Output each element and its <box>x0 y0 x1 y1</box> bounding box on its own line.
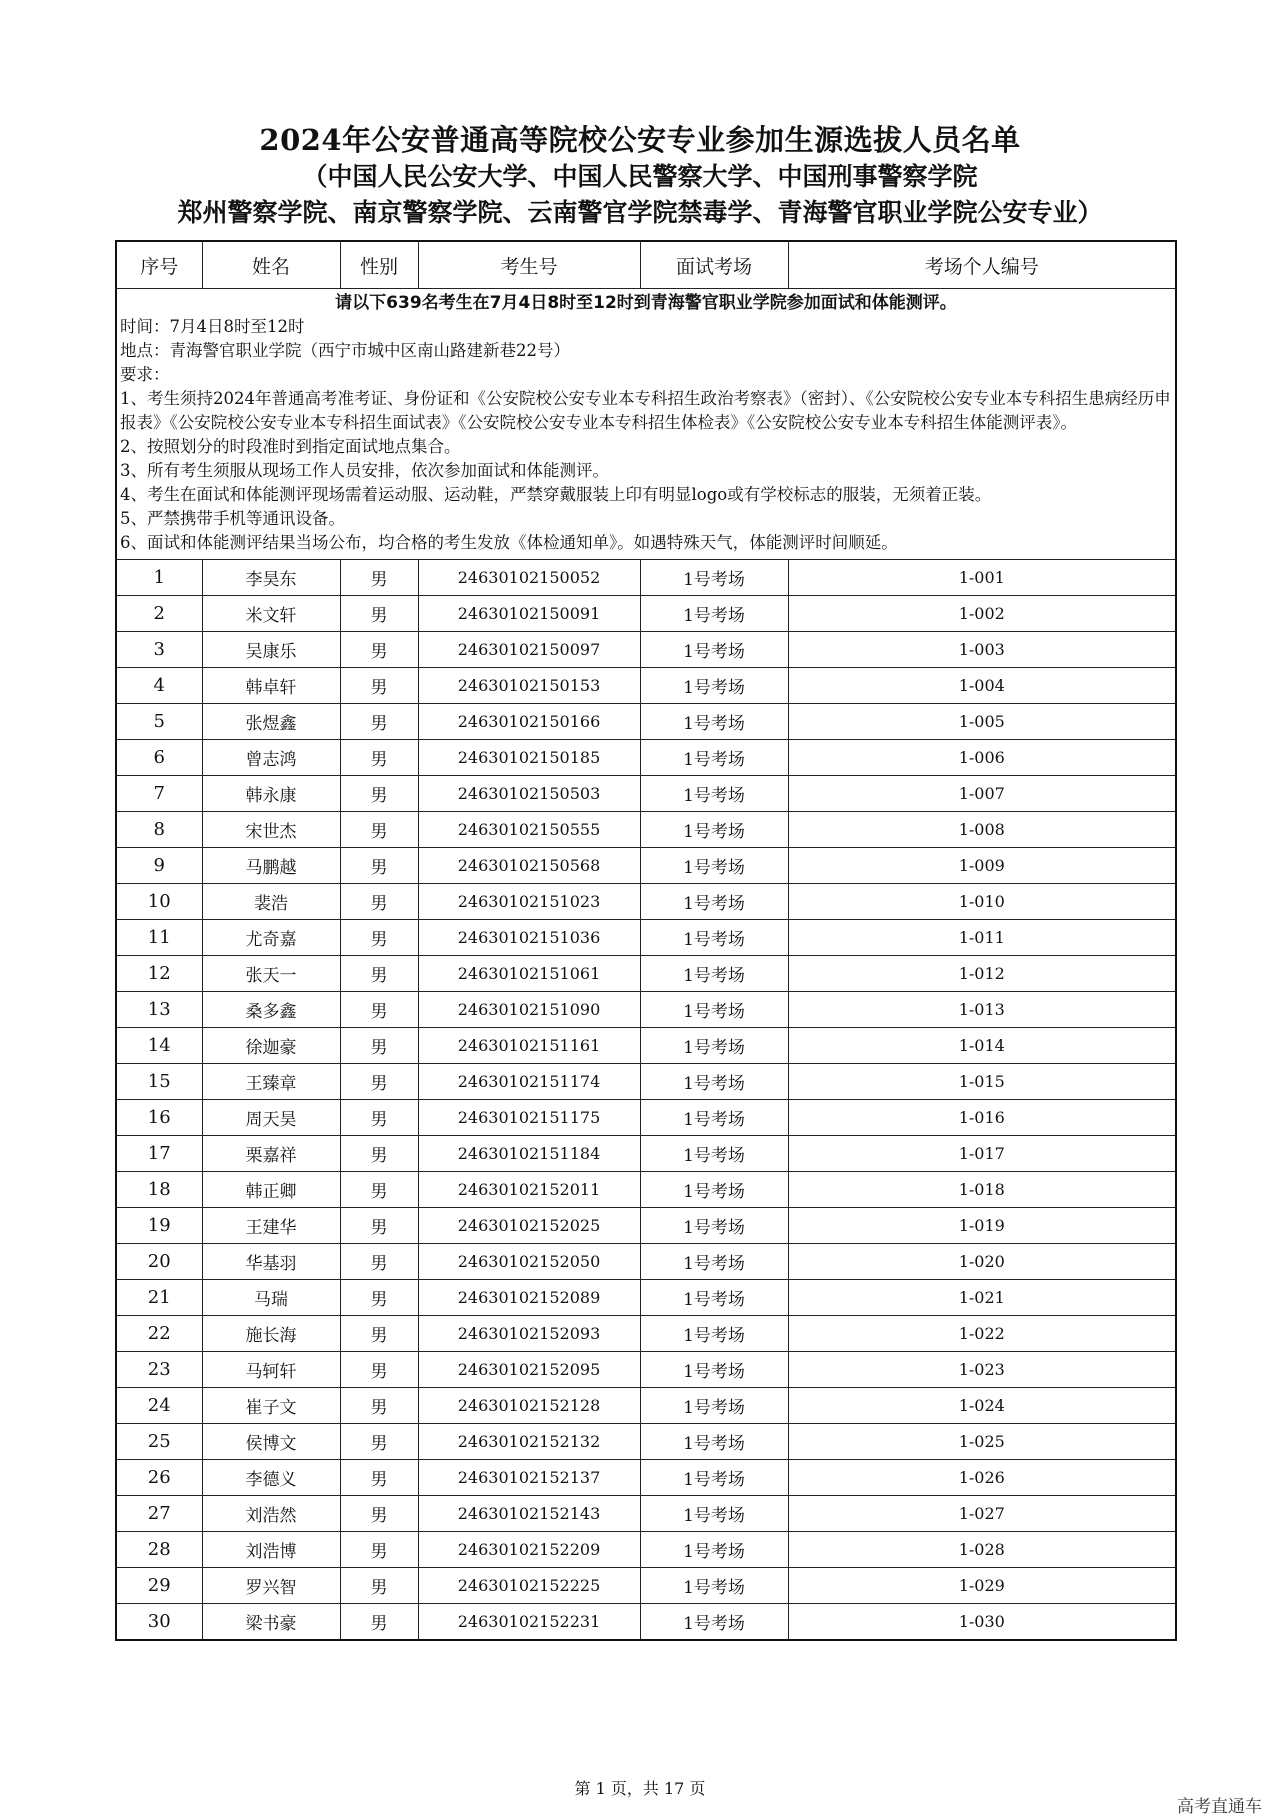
candidate-table <box>115 240 1177 1641</box>
cell-personal-code: 1-027 <box>788 1496 1176 1532</box>
cell-serial: 7 <box>116 776 202 812</box>
cell-personal-code: 1-005 <box>788 704 1176 740</box>
cell-personal-code: 1-026 <box>788 1460 1176 1496</box>
cell-interview-room: 1号考场 <box>640 1208 788 1244</box>
cell-name: 刘浩博 <box>202 1532 340 1568</box>
header-interview-room: 面试考场 <box>640 241 788 289</box>
table-row <box>116 632 1176 668</box>
cell-interview-room: 1号考场 <box>640 1388 788 1424</box>
header-name: 姓名 <box>202 241 340 289</box>
table-row <box>116 1136 1176 1172</box>
cell-interview-room: 1号考场 <box>640 1280 788 1316</box>
cell-name: 尤奇嘉 <box>202 920 340 956</box>
cell-candidate-number: 24630102152093 <box>418 1316 640 1352</box>
table-row <box>116 1604 1176 1641</box>
table-row <box>116 704 1176 740</box>
cell-gender: 男 <box>340 1100 418 1136</box>
cell-gender: 男 <box>340 632 418 668</box>
table-row <box>116 1028 1176 1064</box>
cell-personal-code: 1-004 <box>788 668 1176 704</box>
table-row <box>116 1064 1176 1100</box>
cell-interview-room: 1号考场 <box>640 1172 788 1208</box>
cell-candidate-number: 24630102151061 <box>418 956 640 992</box>
cell-interview-room: 1号考场 <box>640 704 788 740</box>
cell-candidate-number: 24630102150555 <box>418 812 640 848</box>
cell-serial: 15 <box>116 1064 202 1100</box>
cell-personal-code: 1-010 <box>788 884 1176 920</box>
cell-interview-room: 1号考场 <box>640 1604 788 1641</box>
table-row <box>116 812 1176 848</box>
cell-serial: 10 <box>116 884 202 920</box>
cell-name: 栗嘉祥 <box>202 1136 340 1172</box>
cell-serial: 6 <box>116 740 202 776</box>
cell-serial: 16 <box>116 1100 202 1136</box>
cell-interview-room: 1号考场 <box>640 1064 788 1100</box>
cell-candidate-number: 24630102152025 <box>418 1208 640 1244</box>
cell-personal-code: 1-020 <box>788 1244 1176 1280</box>
cell-interview-room: 1号考场 <box>640 1244 788 1280</box>
cell-interview-room: 1号考场 <box>640 1424 788 1460</box>
table-row <box>116 1424 1176 1460</box>
cell-candidate-number: 24630102152132 <box>418 1424 640 1460</box>
cell-name: 马瑞 <box>202 1280 340 1316</box>
cell-serial: 5 <box>116 704 202 740</box>
cell-personal-code: 1-015 <box>788 1064 1176 1100</box>
cell-candidate-number: 24630102152095 <box>418 1352 640 1388</box>
table-row <box>116 776 1176 812</box>
cell-gender: 男 <box>340 1064 418 1100</box>
cell-personal-code: 1-021 <box>788 1280 1176 1316</box>
cell-personal-code: 1-001 <box>788 560 1176 596</box>
cell-name: 裴浩 <box>202 884 340 920</box>
cell-serial: 30 <box>116 1604 202 1641</box>
cell-gender: 男 <box>340 668 418 704</box>
table-row <box>116 992 1176 1028</box>
cell-personal-code: 1-028 <box>788 1532 1176 1568</box>
notice-requirement-4: 4、考生在面试和体能测评现场需着运动服、运动鞋，严禁穿戴服装上印有明显logo或有学校标志的服装，无须着正装。 <box>120 485 992 504</box>
cell-gender: 男 <box>340 1136 418 1172</box>
page-footer: 第 1 页，共 17 页 <box>574 1779 706 1798</box>
cell-name: 华基羽 <box>202 1244 340 1280</box>
cell-candidate-number: 24630102152011 <box>418 1172 640 1208</box>
cell-serial: 18 <box>116 1172 202 1208</box>
cell-gender: 男 <box>340 740 418 776</box>
cell-interview-room: 1号考场 <box>640 668 788 704</box>
cell-personal-code: 1-009 <box>788 848 1176 884</box>
page-title: 2024年公安普通高等院校公安专业参加生源选拔人员名单 <box>259 123 1021 157</box>
table-row <box>116 596 1176 632</box>
cell-candidate-number: 24630102150568 <box>418 848 640 884</box>
table-row <box>116 1352 1176 1388</box>
table-row <box>116 740 1176 776</box>
notice-requirement-2: 2、按照划分的时段准时到指定面试地点集合。 <box>120 437 461 456</box>
table-row <box>116 1568 1176 1604</box>
cell-interview-room: 1号考场 <box>640 632 788 668</box>
notice-requirement-1: 1、考生须持2024年普通高考准考证、身份证和《公安院校公安专业本专科招生政治考察表》（密封）、《公安院校公安专业本专科招生患病经历申报表》《公安院校公安专业本专科招生面试表》《公安院校公安专业本专科招生体检表》《公安院校公安专业本专科招生体能测评表》。 <box>120 389 1171 432</box>
cell-gender: 男 <box>340 560 418 596</box>
table-row <box>116 884 1176 920</box>
cell-gender: 男 <box>340 1028 418 1064</box>
cell-personal-code: 1-014 <box>788 1028 1176 1064</box>
cell-candidate-number: 24630102150503 <box>418 776 640 812</box>
cell-serial: 1 <box>116 560 202 596</box>
cell-name: 桑多鑫 <box>202 992 340 1028</box>
cell-gender: 男 <box>340 884 418 920</box>
cell-personal-code: 1-016 <box>788 1100 1176 1136</box>
cell-gender: 男 <box>340 1316 418 1352</box>
cell-gender: 男 <box>340 1424 418 1460</box>
table-row <box>116 1532 1176 1568</box>
cell-gender: 男 <box>340 1496 418 1532</box>
cell-gender: 男 <box>340 956 418 992</box>
cell-serial: 9 <box>116 848 202 884</box>
table-row <box>116 920 1176 956</box>
cell-personal-code: 1-023 <box>788 1352 1176 1388</box>
cell-personal-code: 1-008 <box>788 812 1176 848</box>
header-personal-code: 考场个人编号 <box>788 241 1176 289</box>
cell-name: 王臻章 <box>202 1064 340 1100</box>
cell-name: 王建华 <box>202 1208 340 1244</box>
cell-candidate-number: 24630102152143 <box>418 1496 640 1532</box>
cell-personal-code: 1-007 <box>788 776 1176 812</box>
cell-gender: 男 <box>340 1208 418 1244</box>
cell-serial: 29 <box>116 1568 202 1604</box>
cell-candidate-number: 24630102150097 <box>418 632 640 668</box>
cell-name: 吴康乐 <box>202 632 340 668</box>
cell-gender: 男 <box>340 1172 418 1208</box>
cell-candidate-number: 24630102152137 <box>418 1460 640 1496</box>
cell-personal-code: 1-024 <box>788 1388 1176 1424</box>
notice-headline: 请以下639名考生在7月4日8时至12时到青海警官职业学院参加面试和体能测评。 <box>335 293 957 313</box>
cell-name: 施长海 <box>202 1316 340 1352</box>
table-header-row <box>116 241 1176 289</box>
cell-gender: 男 <box>340 1568 418 1604</box>
cell-serial: 24 <box>116 1388 202 1424</box>
cell-name: 韩永康 <box>202 776 340 812</box>
cell-interview-room: 1号考场 <box>640 776 788 812</box>
cell-interview-room: 1号考场 <box>640 1532 788 1568</box>
notice-requirements-label: 要求： <box>120 365 170 384</box>
cell-interview-room: 1号考场 <box>640 992 788 1028</box>
cell-interview-room: 1号考场 <box>640 740 788 776</box>
cell-candidate-number: 24630102151036 <box>418 920 640 956</box>
table-row <box>116 848 1176 884</box>
cell-gender: 男 <box>340 1532 418 1568</box>
cell-gender: 男 <box>340 1244 418 1280</box>
table-row <box>116 668 1176 704</box>
table-row <box>116 1496 1176 1532</box>
cell-personal-code: 1-030 <box>788 1604 1176 1641</box>
cell-personal-code: 1-017 <box>788 1136 1176 1172</box>
cell-gender: 男 <box>340 848 418 884</box>
cell-candidate-number: 24630102151174 <box>418 1064 640 1100</box>
cell-name: 梁书豪 <box>202 1604 340 1641</box>
cell-interview-room: 1号考场 <box>640 1460 788 1496</box>
cell-gender: 男 <box>340 1280 418 1316</box>
notice-row <box>116 289 1176 560</box>
cell-interview-room: 1号考场 <box>640 956 788 992</box>
cell-name: 宋世杰 <box>202 812 340 848</box>
table-row <box>116 1388 1176 1424</box>
cell-interview-room: 1号考场 <box>640 812 788 848</box>
cell-serial: 12 <box>116 956 202 992</box>
cell-name: 侯博文 <box>202 1424 340 1460</box>
cell-serial: 23 <box>116 1352 202 1388</box>
cell-gender: 男 <box>340 1352 418 1388</box>
cell-gender: 男 <box>340 596 418 632</box>
cell-name: 周天昊 <box>202 1100 340 1136</box>
cell-candidate-number: 24630102150153 <box>418 668 640 704</box>
cell-personal-code: 1-019 <box>788 1208 1176 1244</box>
cell-personal-code: 1-003 <box>788 632 1176 668</box>
cell-interview-room: 1号考场 <box>640 560 788 596</box>
cell-serial: 20 <box>116 1244 202 1280</box>
cell-interview-room: 1号考场 <box>640 1496 788 1532</box>
notice-requirement-6: 6、面试和体能测评结果当场公布，均合格的考生发放《体检通知单》。如遇特殊天气，体能测评时间顺延。 <box>120 533 898 552</box>
cell-serial: 4 <box>116 668 202 704</box>
notice-location: 地点：青海警官职业学院（西宁市城中区南山路建新巷22号） <box>120 341 570 360</box>
cell-candidate-number: 24630102151090 <box>418 992 640 1028</box>
notice-requirement-5: 5、严禁携带手机等通讯设备。 <box>120 509 345 528</box>
cell-candidate-number: 24630102151161 <box>418 1028 640 1064</box>
cell-candidate-number: 24630102150052 <box>418 560 640 596</box>
cell-name: 罗兴智 <box>202 1568 340 1604</box>
cell-interview-room: 1号考场 <box>640 1568 788 1604</box>
cell-personal-code: 1-002 <box>788 596 1176 632</box>
cell-name: 李德义 <box>202 1460 340 1496</box>
cell-candidate-number: 24630102152225 <box>418 1568 640 1604</box>
page-subtitle-line-2: 郑州警察学院、南京警察学院、云南警官学院禁毒学、青海警官职业学院公安专业） <box>177 198 1103 227</box>
cell-personal-code: 1-029 <box>788 1568 1176 1604</box>
cell-candidate-number: 24630102152089 <box>418 1280 640 1316</box>
cell-gender: 男 <box>340 812 418 848</box>
cell-personal-code: 1-011 <box>788 920 1176 956</box>
notice-time: 时间：7月4日8时至12时 <box>120 317 305 336</box>
table-row <box>116 1280 1176 1316</box>
table-row <box>116 956 1176 992</box>
header-candidate-number: 考生号 <box>418 241 640 289</box>
cell-name: 马鹏越 <box>202 848 340 884</box>
cell-serial: 19 <box>116 1208 202 1244</box>
cell-interview-room: 1号考场 <box>640 1136 788 1172</box>
cell-serial: 28 <box>116 1532 202 1568</box>
cell-interview-room: 1号考场 <box>640 920 788 956</box>
cell-gender: 男 <box>340 776 418 812</box>
cell-name: 韩正卿 <box>202 1172 340 1208</box>
table-row <box>116 1172 1176 1208</box>
cell-name: 曾志鸿 <box>202 740 340 776</box>
cell-candidate-number: 24630102150091 <box>418 596 640 632</box>
cell-serial: 25 <box>116 1424 202 1460</box>
cell-personal-code: 1-012 <box>788 956 1176 992</box>
cell-candidate-number: 24630102152209 <box>418 1532 640 1568</box>
watermark-text: 高考直通车 <box>1177 1797 1262 1817</box>
cell-serial: 3 <box>116 632 202 668</box>
table-row <box>116 1100 1176 1136</box>
cell-serial: 26 <box>116 1460 202 1496</box>
cell-personal-code: 1-025 <box>788 1424 1176 1460</box>
cell-name: 米文轩 <box>202 596 340 632</box>
cell-name: 张煜鑫 <box>202 704 340 740</box>
cell-personal-code: 1-022 <box>788 1316 1176 1352</box>
cell-interview-room: 1号考场 <box>640 1316 788 1352</box>
cell-serial: 11 <box>116 920 202 956</box>
cell-candidate-number: 24630102152128 <box>418 1388 640 1424</box>
notice-cell <box>116 289 1176 560</box>
cell-personal-code: 1-006 <box>788 740 1176 776</box>
cell-gender: 男 <box>340 704 418 740</box>
cell-candidate-number: 24630102152050 <box>418 1244 640 1280</box>
cell-name: 张天一 <box>202 956 340 992</box>
header-serial: 序号 <box>116 241 202 289</box>
cell-interview-room: 1号考场 <box>640 596 788 632</box>
table-row <box>116 1244 1176 1280</box>
table-row <box>116 1208 1176 1244</box>
cell-candidate-number: 24630102150166 <box>418 704 640 740</box>
cell-interview-room: 1号考场 <box>640 884 788 920</box>
cell-candidate-number: 24630102152231 <box>418 1604 640 1641</box>
cell-name: 韩卓轩 <box>202 668 340 704</box>
notice-requirement-3: 3、所有考生须服从现场工作人员安排，依次参加面试和体能测评。 <box>120 461 609 480</box>
cell-serial: 2 <box>116 596 202 632</box>
cell-candidate-number: 24630102151023 <box>418 884 640 920</box>
page-subtitle-line-1: （中国人民公安大学、中国人民警察大学、中国刑事警察学院 <box>302 162 978 191</box>
cell-interview-room: 1号考场 <box>640 1100 788 1136</box>
cell-personal-code: 1-018 <box>788 1172 1176 1208</box>
table-row <box>116 560 1176 596</box>
cell-serial: 22 <box>116 1316 202 1352</box>
header-gender: 性别 <box>340 241 418 289</box>
cell-personal-code: 1-013 <box>788 992 1176 1028</box>
cell-gender: 男 <box>340 920 418 956</box>
cell-name: 崔子文 <box>202 1388 340 1424</box>
cell-gender: 男 <box>340 992 418 1028</box>
cell-candidate-number: 24630102151184 <box>418 1136 640 1172</box>
cell-candidate-number: 24630102151175 <box>418 1100 640 1136</box>
table-row <box>116 1316 1176 1352</box>
cell-candidate-number: 24630102150185 <box>418 740 640 776</box>
cell-name: 徐迦豪 <box>202 1028 340 1064</box>
cell-name: 刘浩然 <box>202 1496 340 1532</box>
cell-interview-room: 1号考场 <box>640 848 788 884</box>
cell-serial: 17 <box>116 1136 202 1172</box>
cell-name: 李昊东 <box>202 560 340 596</box>
cell-serial: 21 <box>116 1280 202 1316</box>
cell-gender: 男 <box>340 1460 418 1496</box>
cell-gender: 男 <box>340 1604 418 1641</box>
cell-serial: 8 <box>116 812 202 848</box>
cell-serial: 14 <box>116 1028 202 1064</box>
cell-serial: 27 <box>116 1496 202 1532</box>
cell-interview-room: 1号考场 <box>640 1028 788 1064</box>
table-row <box>116 1460 1176 1496</box>
cell-interview-room: 1号考场 <box>640 1352 788 1388</box>
cell-serial: 13 <box>116 992 202 1028</box>
cell-gender: 男 <box>340 1388 418 1424</box>
cell-name: 马轲轩 <box>202 1352 340 1388</box>
